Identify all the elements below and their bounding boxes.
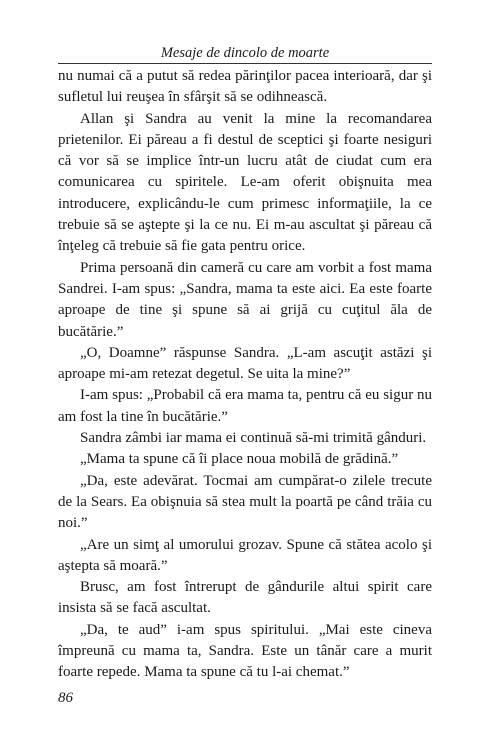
paragraph-continued: nu numai că a putut să redea părinţilor pacea interioară, dar şi sufletul lui reuşea în sfârşit să se odihnească. [58, 68, 432, 106]
dialogue-paragraph: „Da, te aud” i-am spus spiritului. „Mai este cineva împreună cu mama ta, Sandra. Este un tânăr care a murit foarte repede. Mama ta spune că tu l-ai chemat.” [58, 621, 432, 681]
paragraph: Allan şi Sandra au venit la mine la recomandarea prietenilor. Ei păreau a fi destul de sceptici şi foarte nesiguri că vor să se implice într-un lucru atât de ciudat cum era comunicarea cu spiritele. Le-am oferit obişnuita mea introducere, explicându-le cum primesc informaţiile, la ce trebuie să se aştepte şi la ce nu. Ei m-au ascultat şi păreau că înţeleg că trebuie să fie gata pentru orice. [58, 110, 432, 255]
dialogue-paragraph: „Are un simţ al umorului grozav. Spune că stătea acolo şi aştepta să moară.” [58, 536, 432, 574]
header-divider [58, 63, 432, 64]
running-header: Mesaje de dincolo de moarte [160, 45, 330, 61]
paragraph: I-am spus: „Probabil că era mama ta, pentru că eu sigur nu am fost la tine în bucătărie.” [58, 387, 432, 425]
body-text [58, 66, 432, 684]
paragraph: Prima persoană din cameră cu care am vorbit a fost mama Sandrei. I-am spus: „Sandra, mama ta este aici. Ea este foarte aproape de tine şi spune să ai grijă cu cuţitul ăla de bucătărie.” [58, 259, 432, 340]
paragraph: Sandra zâmbi iar mama ei continuă să-mi trimită gânduri. [80, 430, 427, 447]
dialogue-paragraph: „O, Doamne” răspunse Sandra. „L-am ascuţit astăzi şi aproape mi-am retezat degetul. Se uita la mine?” [58, 344, 432, 383]
dialogue-paragraph: „Mama ta spune că îi place noua mobilă de grădină.” [80, 451, 399, 468]
dialogue-paragraph: „Da, este adevărat. Tocmai am cumpărat-o zilele trecute de la Sears. Ea obişnuia să stea mult la poartă pe când trăia cu noi.” [58, 472, 432, 532]
paragraph: Brusc, am fost întrerupt de gândurile altui spirit care insista să se facă ascultat. [58, 579, 432, 617]
page-number: 86 [58, 690, 73, 706]
